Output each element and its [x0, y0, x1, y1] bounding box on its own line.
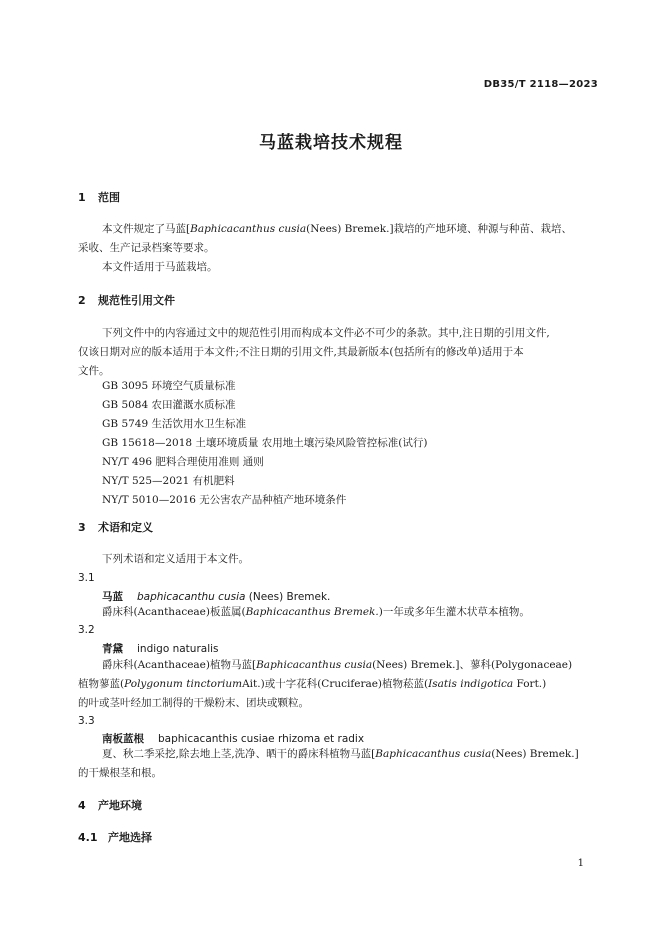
reference-item: GB 5749 生活饮用水卫生标准: [102, 418, 247, 430]
term-heading: [102, 641, 219, 656]
term-heading: [102, 731, 364, 746]
text: Ait.)或十字花科(Cruciferae)植物菘蓝(: [242, 678, 429, 690]
text: Fort.): [513, 678, 547, 690]
term-definition-continued: [78, 675, 546, 694]
section-title: 术语和定义: [98, 521, 153, 534]
term-definition-continued: 的叶或茎叶经加工制得的干燥粉末、团块或颗粒。: [78, 697, 309, 709]
term-english: baphicacanthis cusiae rhizoma et radix: [158, 733, 365, 745]
text: (Nees) Bremek.]、蓼科(Polygonaceae): [372, 659, 573, 671]
section-1-heading: [78, 189, 120, 205]
section-4-heading: [78, 797, 142, 813]
section-number: 1: [78, 191, 86, 204]
latin-name: Isatis indigotica: [428, 678, 514, 690]
term-number: 3.3: [78, 715, 95, 727]
paragraph-continued: 文件。: [78, 365, 110, 377]
section-2-heading: [78, 292, 175, 308]
page-number: 1: [577, 858, 584, 869]
text: (Nees) Bremek.]: [491, 748, 579, 760]
term-definition-continued: 的干燥根茎和根。: [78, 767, 162, 779]
latin-name: Baphicacanthus cusia: [190, 223, 307, 235]
reference-item: NY/T 525—2021 有机肥料: [102, 475, 235, 487]
term-english: (Nees) Bremek.: [245, 591, 331, 603]
standard-code: DB35/T 2118—2023: [483, 79, 598, 90]
term-definition: [102, 603, 530, 622]
section-3-heading: [78, 519, 153, 535]
term-definition: [102, 656, 572, 675]
paragraph: 本文件适用于马蓝栽培。: [102, 261, 218, 273]
text: 夏、秋二季采挖,除去地上茎,洗净、晒干的爵床科植物马蓝[: [102, 748, 376, 760]
term-latin: baphicacanthu cusia: [137, 591, 246, 603]
text: 爵床科(Acanthaceae)植物马蓝[: [102, 659, 257, 671]
section-title: 产地选择: [108, 831, 152, 844]
term-chinese: 马蓝: [102, 591, 123, 603]
section-number: 4.1: [78, 831, 98, 844]
reference-item: GB 5084 农田灌溉水质标准: [102, 399, 236, 411]
paragraph: 下列文件中的内容通过文中的规范性引用而构成本文件必不可少的条款。其中,注日期的引用文件,: [102, 327, 550, 339]
paragraph-continued: 采收、生产记录档案等要求。: [78, 242, 215, 254]
text: )一年或多年生灌木状草本植物。: [378, 606, 530, 618]
subsection-4-1-heading: [78, 829, 152, 845]
section-number: 4: [78, 799, 86, 812]
text: 植物蓼蓝(: [78, 678, 125, 690]
text: (Nees) Bremek.]栽培的产地环境、种源与种苗、栽培、: [306, 223, 573, 235]
text: 爵床科(Acanthaceae)板蓝属(: [102, 606, 246, 618]
term-number: 3.2: [78, 624, 95, 636]
section-title: 范围: [98, 191, 120, 204]
section-number: 2: [78, 294, 86, 307]
text: 本文件规定了马蓝[: [102, 223, 191, 235]
section-title: 产地环境: [98, 799, 142, 812]
reference-item: GB 3095 环境空气质量标准: [102, 380, 236, 392]
term-english: indigo naturalis: [137, 643, 219, 655]
term-chinese: 南板蓝根: [102, 733, 144, 745]
page-title: 马蓝栽培技术规程: [259, 133, 403, 153]
term-chinese: 青黛: [102, 643, 123, 655]
latin-name: Baphicacanthus cusia: [256, 659, 373, 671]
latin-name: Baphicacanthus cusia: [375, 748, 492, 760]
term-heading: [102, 589, 330, 604]
reference-item: GB 15618—2018 土壤环境质量 农用地土壤污染风险管控标准(试行): [102, 437, 428, 449]
latin-name: Polygonum tinctorium: [124, 678, 243, 690]
reference-item: NY/T 5010—2016 无公害农产品种植产地环境条件: [102, 494, 347, 506]
latin-name: Baphicacanthus Bremek.: [245, 606, 379, 618]
section-number: 3: [78, 521, 86, 534]
term-number: 3.1: [78, 572, 95, 584]
paragraph: [102, 220, 572, 239]
section-title: 规范性引用文件: [98, 294, 175, 307]
paragraph-continued: 仅该日期对应的版本适用于本文件;不注日期的引用文件,其最新版本(包括所有的修改单)适用于本: [78, 346, 524, 358]
term-definition: [102, 745, 579, 764]
paragraph: 下列术语和定义适用于本文件。: [102, 553, 249, 565]
reference-item: NY/T 496 肥料合理使用准则 通则: [102, 456, 264, 468]
